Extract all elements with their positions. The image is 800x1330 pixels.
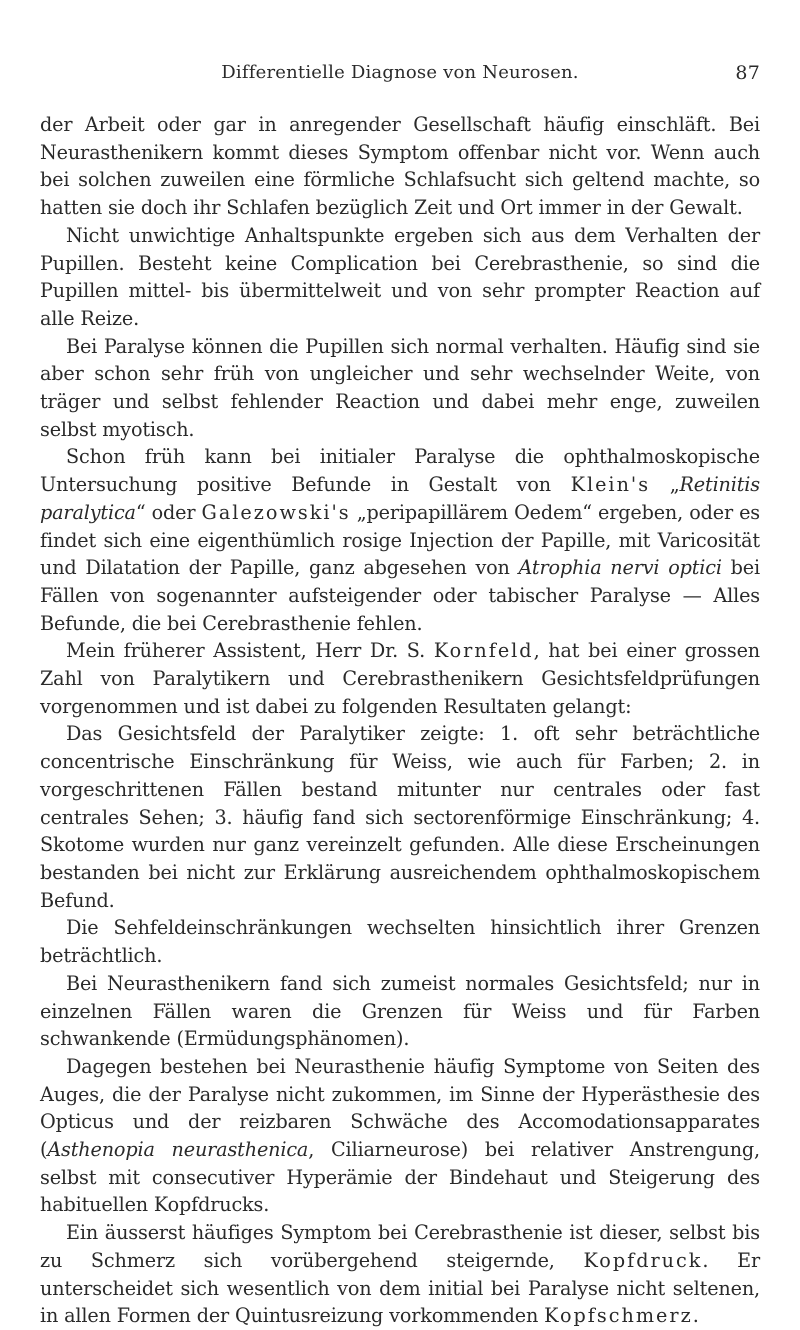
paragraph-3 <box>40 333 760 444</box>
term-atrophia: Atrophia nervi optici <box>518 556 722 580</box>
text-run: , hat bei einer grossen Zahl von Paralytikern und Cerebrasthenikern Gesichtsfeldprüfungen vorgenommen und ist dabei zu folgenden Resultaten gelangt: <box>40 639 760 718</box>
author-name-galezowski: Galezowski's <box>201 500 351 524</box>
paragraph-7 <box>40 914 760 969</box>
paragraph-9 <box>40 1053 760 1219</box>
text-run: Nicht unwichtige Anhaltspunkte ergeben sich aus dem Verhalten der Pupillen. Besteht keine Complication bei Cerebrasthenie, so sind die Pupillen mittel- bis übermittelweit und von sehr prompter Reaction auf alle Reize. <box>40 223 760 330</box>
text-run: „ <box>650 473 680 497</box>
term-retinitis: Retinitis paralytica <box>40 473 760 524</box>
text-run: „peripapillärem Oedem“ ergeben, oder es findet sich eine eigenthümlich rosige Injection der Papille, mit Varicosität und Dilatation der Papille, ganz abgesehen von <box>40 500 760 580</box>
text-run: Mein früherer Assistent, Herr Dr. S. <box>66 639 434 663</box>
text-run: , Ciliarneurose) bei relativer Anstrengung, selbst mit consecutiver Hyperämie der Bindehaut und Steigerung des habituellen Kopfdrucks. <box>40 1138 761 1217</box>
author-name-klein: Klein's <box>570 473 651 497</box>
term-kopfdruck: Kopfdruck <box>583 1248 703 1272</box>
paragraph-1 <box>40 111 760 222</box>
text-run: . <box>692 1304 699 1328</box>
text-run: Das Gesichtsfeld der Paralytiker zeigte: 1. oft sehr beträchtliche concentrische Einschränkung für Weiss, wie auch für Farben; 2. in vorgeschrittenen Fällen bestand mitunter nur centrales oder fast centrales Sehen; 3. häufig fand sich sectorenförmige Einschränkung; 4. Skotome wurden nur ganz vereinzelt gefunden. Alle diese Erscheinungen bestanden bei nicht zur Erklärung ausreichendem ophthalmoskopischem Befund. <box>40 722 760 912</box>
text-run: Dagegen bestehen bei Neurasthenie häufig Symptome von Seiten des Auges, die der Paralyse nicht zukommen, im Sinne der Hyperästhesie des Opticus und der reizbaren Schwäche des Accomodationsapparates ( <box>40 1054 760 1162</box>
body-text <box>40 111 760 1330</box>
term-asthenopia: Asthenopia neurasthenica <box>47 1138 309 1162</box>
paragraph-8 <box>40 970 760 1053</box>
paragraph-4 <box>40 443 760 637</box>
text-run: Die Sehfeldeinschränkungen wechselten hinsichtlich ihrer Grenzen beträchtlich. <box>40 916 760 968</box>
text-run: Schon früh kann bei initialer Paralyse die ophthalmoskopische Untersuchung positive Befunde in Gestalt von <box>40 445 760 497</box>
paragraph-10 <box>40 1219 760 1330</box>
paragraph-6 <box>40 720 760 914</box>
text-run: Bei Neurasthenikern fand sich zumeist normales Gesichtsfeld; nur in einzelnen Fällen waren die Grenzen für Weiss und für Farben schwankende (Ermüdungsphänomen). <box>40 971 760 1051</box>
running-title: Differentielle Diagnose von Neurosen. <box>221 62 579 83</box>
page-header <box>40 62 760 92</box>
paragraph-2 <box>40 222 760 333</box>
text-run: bei Fällen von sogenannter aufsteigender oder tabischer Paralyse — Alles Befunde, die bei Cerebrasthenie fehlen. <box>40 556 760 635</box>
text-run: . Er unterscheidet sich wesentlich von dem initial bei Paralyse nicht seltenen, in allen Formen der Quintusreizung vorkommenden <box>40 1248 760 1328</box>
author-name-kornfeld: Kornfeld <box>433 639 534 663</box>
text-run: Bei Paralyse können die Pupillen sich normal verhalten. Häufig sind sie aber schon sehr früh von ungleicher und sehr wechselnder Weite, von träger und selbst fehlender Reaction und dabei mehr enge, zuweilen selbst myotisch. <box>40 334 760 441</box>
page-number: 87 <box>735 62 760 84</box>
paragraph-5 <box>40 637 760 720</box>
term-kopfschmerz: Kopfschmerz <box>544 1304 693 1328</box>
text-run: der Arbeit oder gar in anregender Gesellschaft häufig einschläft. Bei Neurasthenikern kommt dieses Symptom offenbar nicht vor. Wenn auch bei solchen zuweilen eine förmliche Schlafsucht sich geltend machte, so hatten sie doch ihr Schlafen bezüglich Zeit und Ort immer in der Gewalt. <box>40 113 760 220</box>
text-run: Ein äusserst häufiges Symptom bei Cerebrasthenie ist dieser, selbst bis zu Schmerz sich vorübergehend steigernde, <box>40 1221 760 1272</box>
text-run: “ oder <box>135 500 202 524</box>
